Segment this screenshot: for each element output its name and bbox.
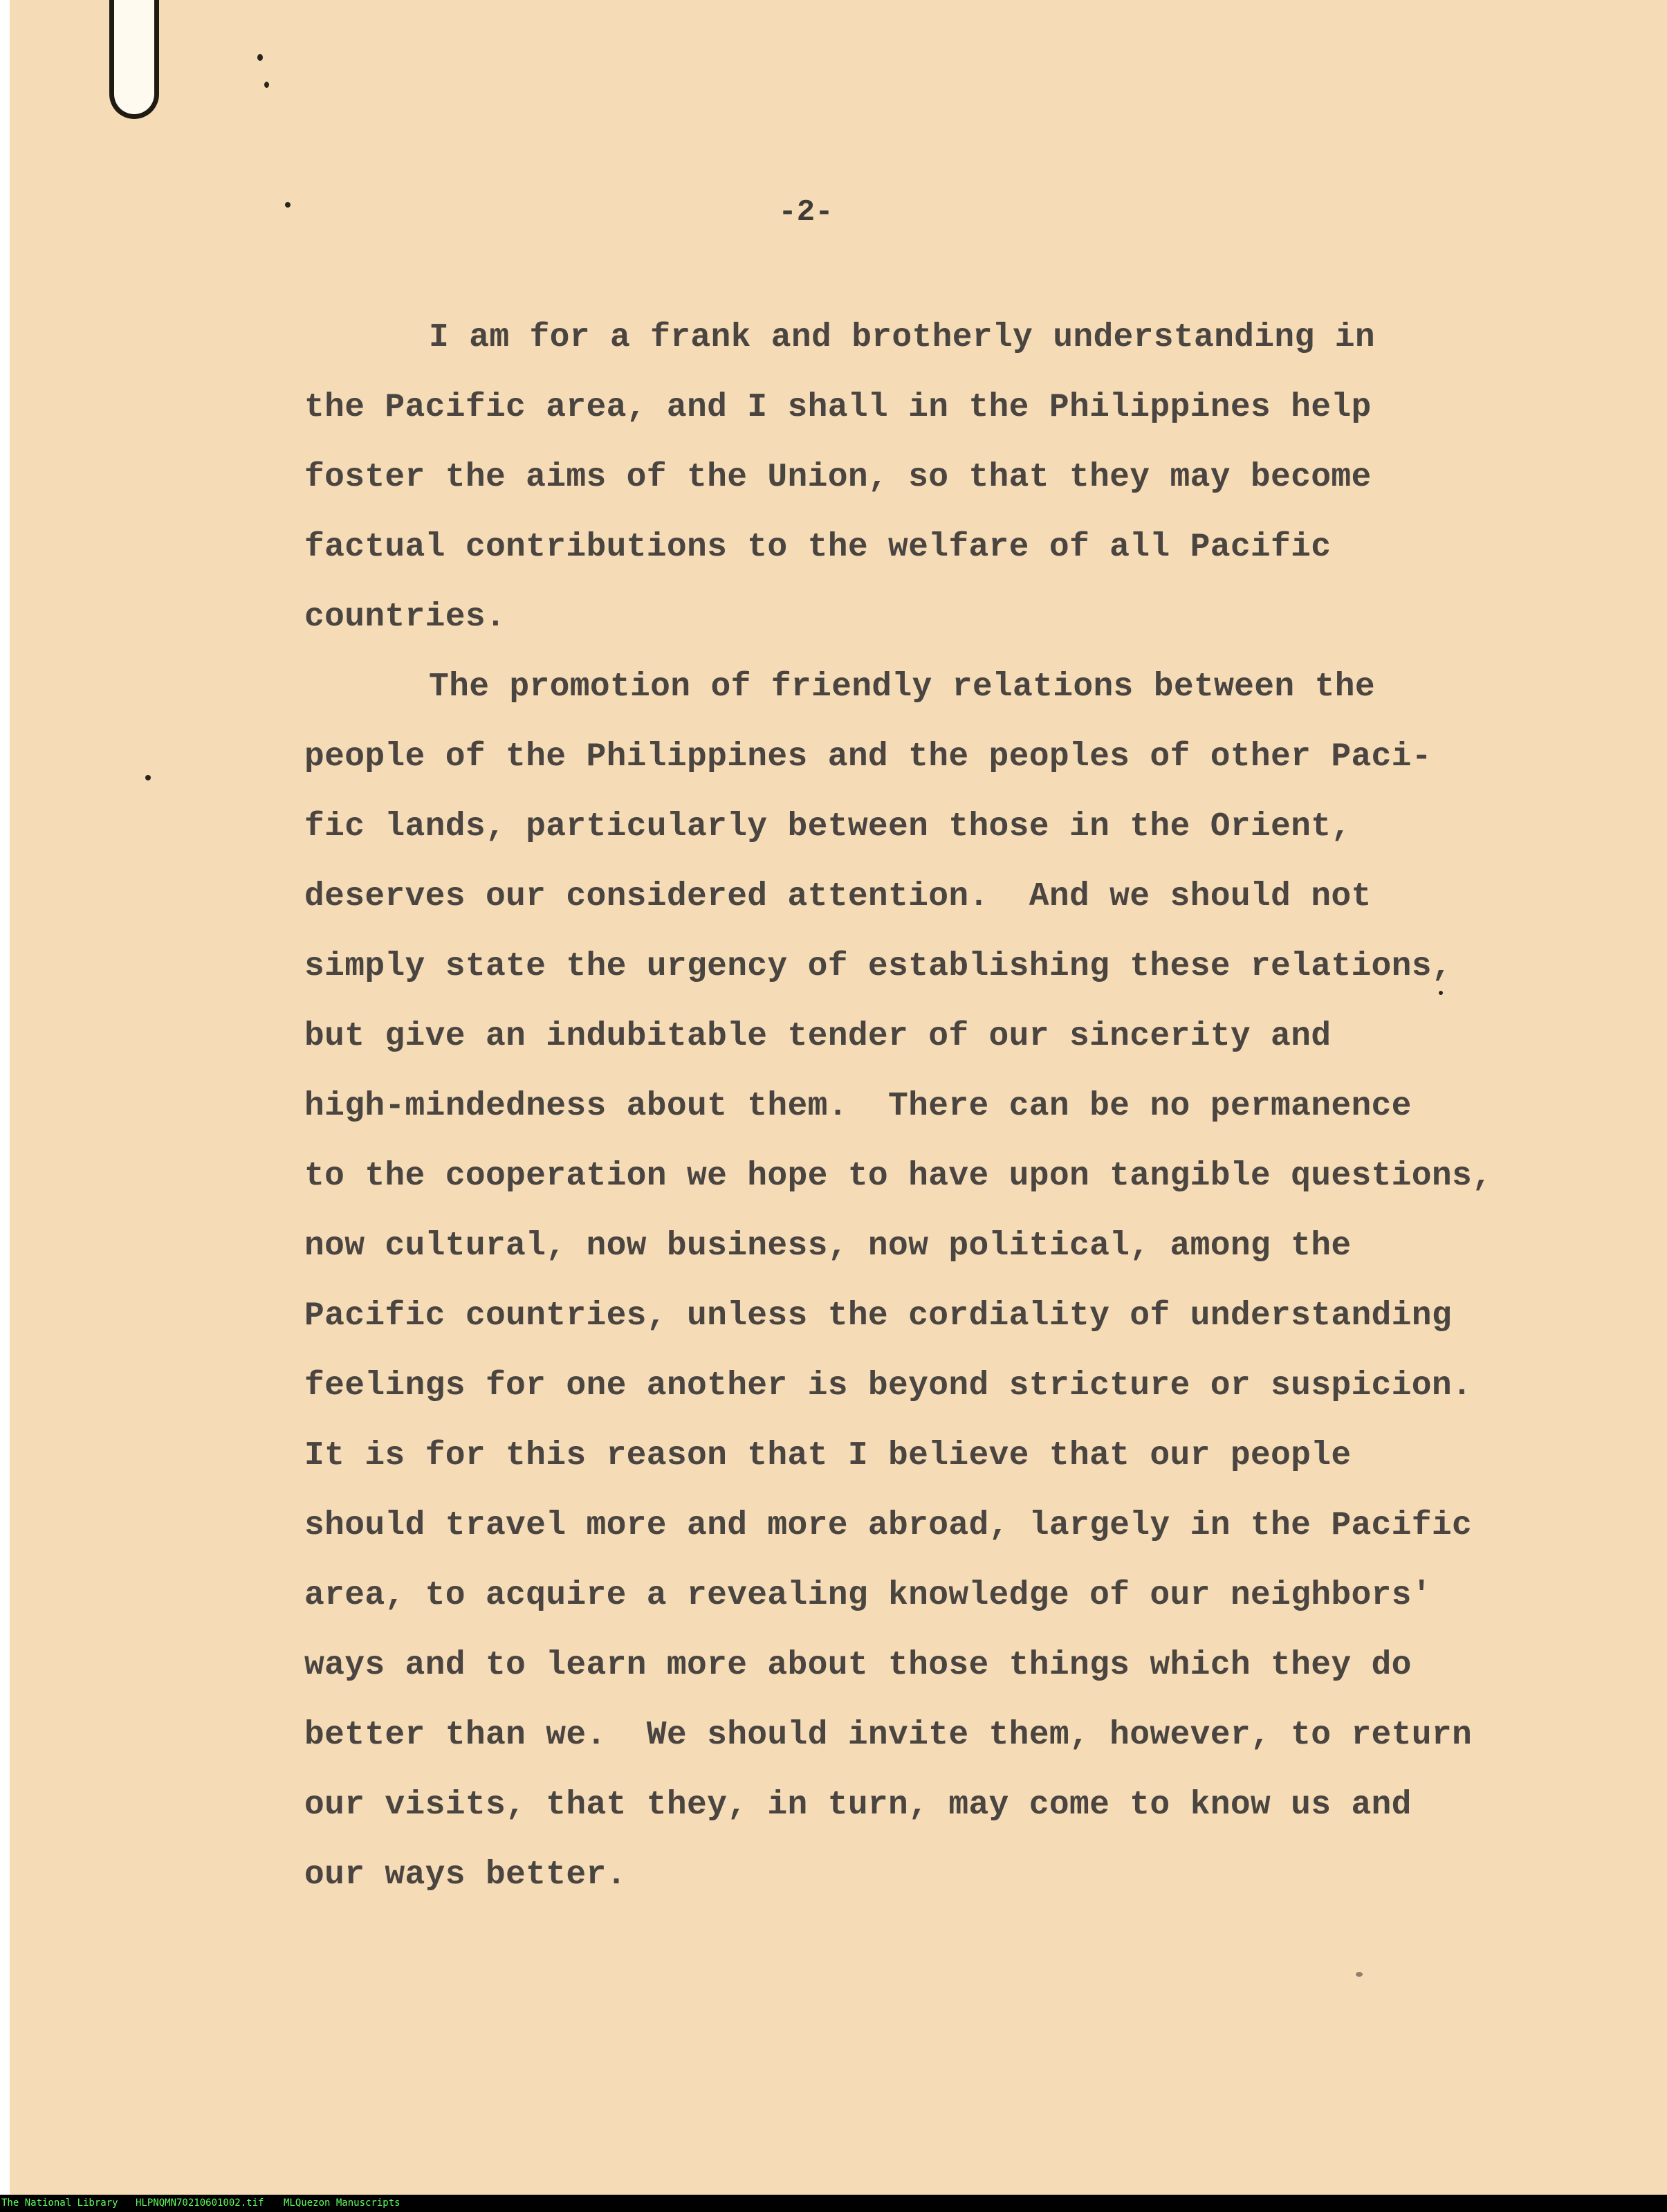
text-line: the Pacific area, and I shall in the Philippines help: [304, 389, 1372, 426]
text-line: now cultural, now business, now political, among the: [304, 1227, 1352, 1265]
paper-speck: [145, 775, 151, 780]
paper-speck: [1356, 1972, 1363, 1977]
footer-library: The National Library: [1, 2197, 118, 2209]
text-line: I am for a frank and brotherly understanding in: [429, 319, 1375, 356]
text-line: our ways better.: [304, 1856, 627, 1894]
text-line: feelings for one another is beyond stricture or suspicion.: [304, 1367, 1473, 1405]
text-line: fic lands, particularly between those in the Orient,: [304, 808, 1352, 846]
text-line: area, to acquire a revealing knowledge of our neighbors': [304, 1577, 1432, 1614]
text-line: The promotion of friendly relations between the: [429, 668, 1375, 706]
text-line: foster the aims of the Union, so that they may become: [304, 459, 1372, 496]
text-line: Pacific countries, unless the cordiality of understanding: [304, 1297, 1452, 1335]
text-line: ways and to learn more about those things which they do: [304, 1647, 1412, 1684]
scan-border: [0, 0, 10, 2195]
text-line: but give an indubitable tender of our sincerity and: [304, 1018, 1332, 1055]
text-line: deserves our considered attention. And we should not: [304, 878, 1372, 915]
page-number: -2-: [778, 195, 834, 230]
text-line: high-mindedness about them. There can be no permanence: [304, 1088, 1412, 1125]
text-line: simply state the urgency of establishing these relations,: [304, 948, 1452, 985]
letter-body: [304, 303, 1577, 1910]
text-line: people of the Philippines and the peoples of other Paci-: [304, 738, 1432, 776]
scan-footer: [0, 2195, 1667, 2212]
paper-speck: [257, 54, 263, 61]
torn-corner: [109, 0, 159, 119]
text-line: our visits, that they, in turn, may come to know us and: [304, 1786, 1412, 1824]
text-line: factual contributions to the welfare of all Pacific: [304, 529, 1332, 566]
paper-speck: [264, 82, 269, 88]
text-line: It is for this reason that I believe that our people: [304, 1437, 1352, 1474]
text-line: should travel more and more abroad, largely in the Pacific: [304, 1507, 1473, 1544]
text-line: better than we. We should invite them, however, to return: [304, 1717, 1473, 1754]
text-line: countries.: [304, 598, 506, 636]
paper-speck: [285, 202, 291, 208]
text-line: to the cooperation we hope to have upon tangible questions,: [304, 1158, 1493, 1195]
footer-collection: MLQuezon Manuscripts: [284, 2197, 400, 2209]
footer-file-id: HLPNQMN70210601002.tif: [136, 2197, 264, 2209]
